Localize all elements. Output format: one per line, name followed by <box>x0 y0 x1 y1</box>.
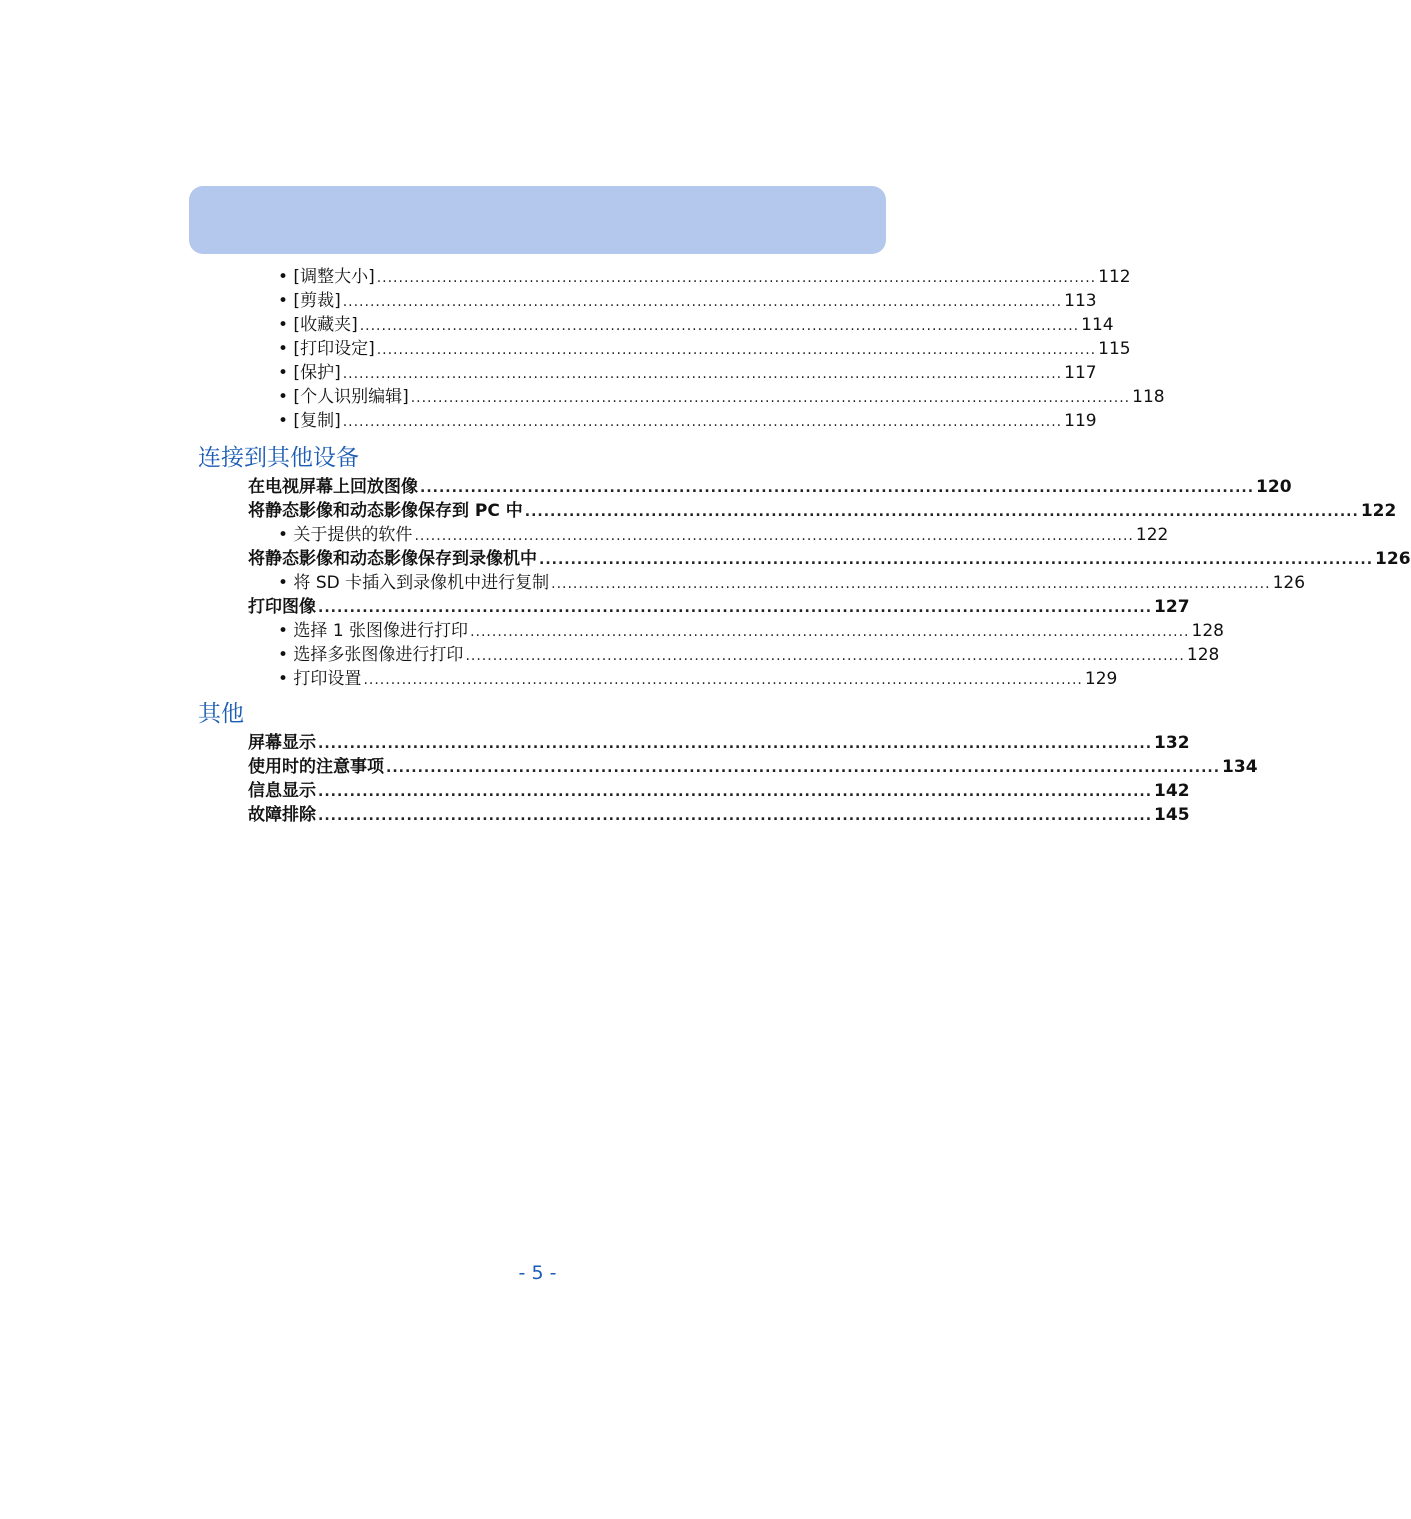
section-title-connect[interactable]: 连接到其他设备 <box>198 445 359 471</box>
toc-entry-label: • [复制] <box>278 411 341 431</box>
toc-entry-label: 使用时的注意事项 <box>248 757 384 777</box>
toc-entry-page: 115 <box>1098 339 1131 359</box>
header-band <box>189 186 886 254</box>
toc-entry-resize[interactable] <box>278 265 1131 289</box>
leader-dots: .................................................................................................................................... <box>318 808 1153 824</box>
toc-entry-label: • 打印设置 <box>278 669 362 689</box>
toc-entry-page: 126 <box>1375 549 1411 569</box>
toc-entry-page: 117 <box>1064 363 1097 383</box>
leader-dots: .................................................................................................................................... <box>363 672 1083 688</box>
toc-entry-page: 134 <box>1222 757 1258 777</box>
toc-entry-page: 113 <box>1064 291 1097 311</box>
toc-entry-label: 屏幕显示 <box>248 733 316 753</box>
toc-entry-software[interactable] <box>278 523 1169 547</box>
toc-entry-page: 122 <box>1135 525 1169 545</box>
toc-entry-copy[interactable] <box>278 409 1097 433</box>
toc-entry-tv-playback[interactable] <box>248 475 1292 499</box>
toc-entry-label: • 关于提供的软件 <box>278 525 413 545</box>
toc-entry-print-images[interactable] <box>248 595 1190 619</box>
toc-entry-page: 128 <box>1186 645 1220 665</box>
toc-entry-label: 将静态影像和动态影像保存到 PC 中 <box>248 501 523 521</box>
toc-entry-favorites[interactable] <box>278 313 1114 337</box>
toc-entry-protect[interactable] <box>278 361 1097 385</box>
toc-entry-page: 145 <box>1154 805 1190 825</box>
toc-entry-label: 将静态影像和动态影像保存到录像机中 <box>248 549 537 569</box>
toc-entry-print-set[interactable] <box>278 337 1131 361</box>
leader-dots: .................................................................................................................................... <box>410 390 1131 406</box>
toc-entry-troubleshooting[interactable] <box>248 803 1190 827</box>
toc-entry-page: 126 <box>1272 573 1306 593</box>
toc-entry-label: 故障排除 <box>248 805 316 825</box>
leader-dots: .................................................................................................................................... <box>470 624 1190 640</box>
toc-entry-label: 在电视屏幕上回放图像 <box>248 477 418 497</box>
toc-entry-print-multiple[interactable] <box>278 643 1220 667</box>
leader-dots: .................................................................................................................................... <box>359 318 1080 334</box>
toc-entry-page: 118 <box>1132 387 1165 407</box>
toc-entry-page: 120 <box>1256 477 1292 497</box>
toc-entry-page: 114 <box>1081 315 1114 335</box>
leader-dots: .................................................................................................................................... <box>318 784 1153 800</box>
toc-entry-label: • 选择多张图像进行打印 <box>278 645 464 665</box>
toc-entry-face-rec-edit[interactable] <box>278 385 1165 409</box>
toc-entry-label: • 选择 1 张图像进行打印 <box>278 621 469 641</box>
leader-dots: .................................................................................................................................... <box>539 552 1374 568</box>
leader-dots: .................................................................................................................................... <box>551 576 1271 592</box>
toc-entry-label: • [打印设定] <box>278 339 375 359</box>
toc-entry-page: 112 <box>1098 267 1131 287</box>
toc-entry-page: 132 <box>1154 733 1190 753</box>
toc-entry-label: • [个人识别编辑] <box>278 387 409 407</box>
toc-entry-page: 142 <box>1154 781 1190 801</box>
toc-entry-page: 122 <box>1360 501 1397 521</box>
toc-entry-sd-copy[interactable] <box>278 571 1306 595</box>
leader-dots: .................................................................................................................................... <box>376 342 1097 358</box>
toc-entry-page: 128 <box>1191 621 1224 641</box>
leader-dots: .................................................................................................................................... <box>465 648 1185 664</box>
toc-entry-save-to-pc[interactable] <box>248 499 1397 523</box>
toc-entry-label: • [剪裁] <box>278 291 341 311</box>
toc-entry-print-single[interactable] <box>278 619 1224 643</box>
toc-entry-screen-display[interactable] <box>248 731 1190 755</box>
toc-entry-page: 127 <box>1154 597 1190 617</box>
leader-dots: .................................................................................................................................... <box>386 760 1221 776</box>
toc-entry-label: 信息显示 <box>248 781 316 801</box>
toc-entry-label: • [保护] <box>278 363 341 383</box>
toc-entry-page: 129 <box>1084 669 1118 689</box>
leader-dots: .................................................................................................................................... <box>524 504 1359 520</box>
leader-dots: .................................................................................................................................... <box>342 294 1063 310</box>
page-number: - 5 - <box>518 1262 557 1284</box>
leader-dots: .................................................................................................................................... <box>318 600 1153 616</box>
toc-entry-messages[interactable] <box>248 779 1190 803</box>
toc-entry-label: • [收藏夹] <box>278 315 358 335</box>
toc-entry-usage-cautions[interactable] <box>248 755 1258 779</box>
toc-entry-crop[interactable] <box>278 289 1097 313</box>
section-title-other[interactable]: 其他 <box>198 701 244 727</box>
leader-dots: .................................................................................................................................... <box>414 528 1134 544</box>
toc-entry-page: 119 <box>1064 411 1097 431</box>
leader-dots: .................................................................................................................................... <box>342 414 1063 430</box>
leader-dots: .................................................................................................................................... <box>420 480 1255 496</box>
toc-entry-save-to-recorder[interactable] <box>248 547 1411 571</box>
toc-entry-print-settings[interactable] <box>278 667 1118 691</box>
toc-entry-label: 打印图像 <box>248 597 316 617</box>
leader-dots: .................................................................................................................................... <box>318 736 1153 752</box>
leader-dots: .................................................................................................................................... <box>342 366 1063 382</box>
toc-entry-label: • [调整大小] <box>278 267 375 287</box>
toc-entry-label: • 将 SD 卡插入到录像机中进行复制 <box>278 573 550 593</box>
leader-dots: .................................................................................................................................... <box>376 270 1097 286</box>
